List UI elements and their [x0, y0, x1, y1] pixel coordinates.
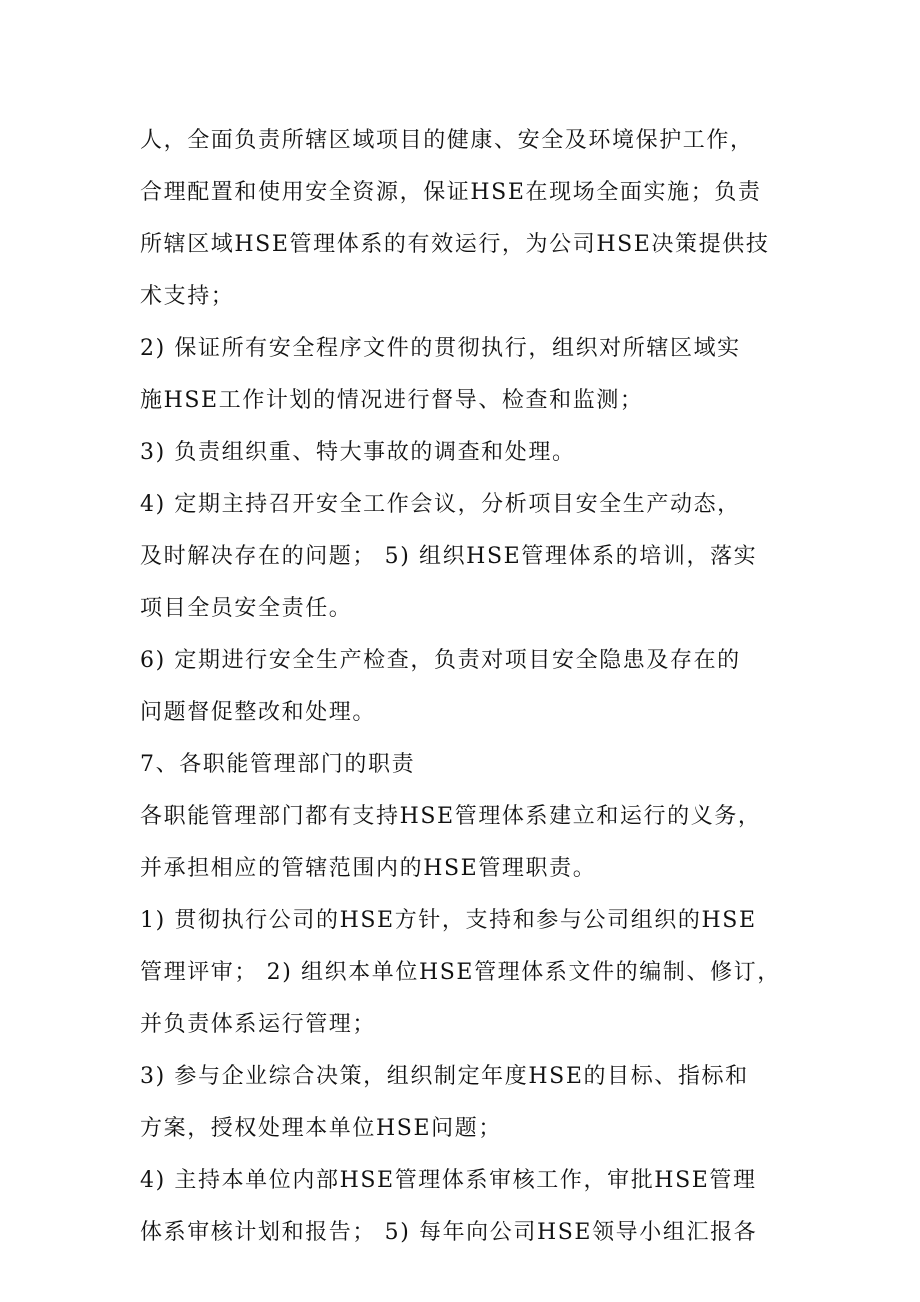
text-line: 方案，授权处理本单位HSE问题； — [140, 1115, 502, 1141]
list-item-3: 3) 负责组织重、特大事故的调查和处理。 — [140, 439, 576, 465]
list-item-2: 管理评审； 2) 组织本单位HSE管理体系文件的编制、修订， — [140, 959, 781, 985]
text-line: 并负责体系运行管理； — [140, 1011, 377, 1037]
section-heading: 7、各职能管理部门的职责 — [140, 751, 416, 777]
text-line: 项目全员安全责任。 — [140, 595, 353, 621]
list-item-3: 3) 参与企业综合决策，组织制定年度HSE的目标、指标和 — [140, 1063, 749, 1089]
list-item-4: 4) 主持本单位内部HSE管理体系审核工作，审批HSE管理 — [140, 1167, 757, 1193]
list-item-2: 2) 保证所有安全程序文件的贯彻执行，组织对所辖区域实 — [140, 335, 741, 361]
document-body — [140, 112, 800, 1256]
list-item-5: 及时解决存在的问题； 5) 组织HSE管理体系的培训，落实 — [140, 543, 758, 569]
list-item-1: 1) 贯彻执行公司的HSE方针，支持和参与公司组织的HSE — [140, 907, 757, 933]
list-item-6: 6) 定期进行安全生产检查，负责对项目安全隐患及存在的 — [140, 647, 741, 673]
text-line: 问题督促整改和处理。 — [140, 699, 377, 725]
paragraph-line: 并承担相应的管辖范围内的HSE管理职责。 — [140, 855, 597, 881]
list-item-5: 体系审核计划和报告； 5) 每年向公司HSE领导小组汇报各 — [140, 1219, 758, 1245]
text-line: 人，全面负责所辖区域项目的健康、安全及环境保护工作， — [140, 127, 754, 153]
list-item-4: 4) 定期主持召开安全工作会议，分析项目安全生产动态， — [140, 491, 741, 517]
text-line: 合理配置和使用安全资源，保证HSE在现场全面实施；负责 — [140, 179, 762, 205]
paragraph-line: 各职能管理部门都有支持HSE管理体系建立和运行的义务， — [140, 803, 762, 829]
text-line: 施HSE工作计划的情况进行督导、检查和监测； — [140, 387, 644, 413]
text-line: 所辖区域HSE管理体系的有效运行，为公司HSE决策提供技 — [140, 231, 770, 257]
text-line: 术支持； — [140, 283, 235, 309]
